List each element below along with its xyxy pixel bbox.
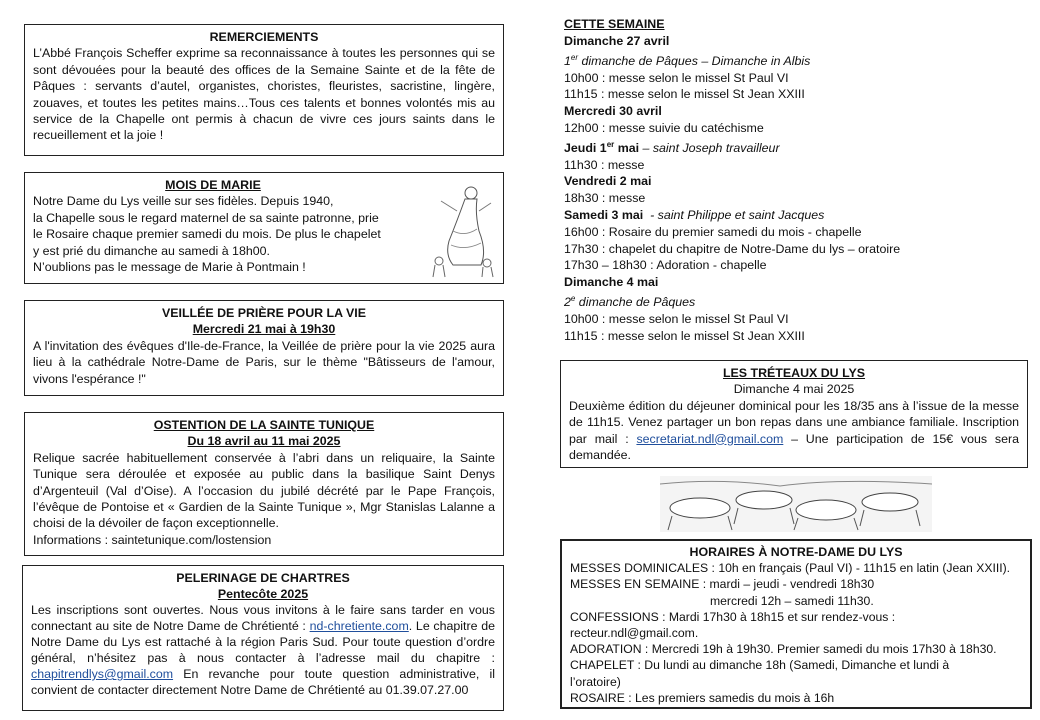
madonna-illustration — [427, 181, 497, 279]
semaine-title: CETTE SEMAINE — [564, 17, 665, 31]
horaires-line: MESSES DOMINICALES : 10h en français (Paul VI) - 11h15 en latin (Jean XXIII). — [570, 561, 1011, 576]
semaine-day-samedi — [564, 207, 1024, 224]
pelerinage-text — [31, 602, 495, 698]
liturgy-num: 2 — [564, 295, 571, 310]
semaine-entry: 10h00 : messe selon le missel St Paul VI — [564, 70, 789, 85]
semaine-entry: 16h00 : Rosaire du premier samedi du mois - chapelle — [564, 224, 862, 239]
mois-marie-line: la Chapelle sous le regard maternel de sa sainte patronne, prie — [33, 210, 379, 225]
horaires-line: mercredi 12h – samedi 11h30. — [710, 593, 874, 608]
mois-marie-box — [24, 172, 504, 284]
semaine-entry: 11h15 : messe selon le missel St Jean XXIII — [564, 87, 805, 102]
semaine-liturgy — [564, 50, 1024, 70]
pelerinage-box — [22, 565, 504, 711]
liturgy-sup: er — [570, 52, 579, 62]
horaires-title: HORAIRES À NOTRE-DAME DU LYS — [689, 545, 903, 559]
veillee-title: VEILLÉE DE PRIÈRE POUR LA VIE — [161, 306, 367, 320]
mois-marie-line: Notre Dame du Lys veille sur ses fidèles. Depuis 1940, — [33, 194, 334, 209]
pelerinage-text-c: En revanche pour toute question administrative, il convient de contacter directement Notre Dame de Chrétienté au 01.39.07.27.00 — [31, 667, 495, 697]
horaires-line: recteur.ndl@gmail.com. — [570, 626, 699, 641]
semaine-entry: 18h30 : messe — [564, 191, 646, 206]
semaine-day-jeudi — [564, 137, 1024, 157]
pelerinage-subtitle: Pentecôte 2025 — [217, 587, 309, 601]
ostention-box — [24, 412, 504, 556]
remerciements-text: L’Abbé François Scheffer exprime sa reconnaissance à toutes les personnes qui se sont dévouées pour la beauté des offices de la Semaine Sainte et de la fête de Pâques : servants d’autel, organistes, choristes, fleuristes, sacristine, lingère, zouaves, et toutes les petites mains…Tous ces talents et bonnes volontés mis au service de la Chapelle ont permis à chacun de vivre ces jours saints dans le recueillement et la joie ! — [33, 46, 495, 143]
day-feast: - saint Philippe et saint Jacques — [643, 208, 825, 223]
mois-marie-text — [33, 193, 389, 275]
semaine-entry: 12h00 : messe suivie du catéchisme — [564, 120, 764, 135]
ostention-text: Relique sacrée habituellement conservée à l’abri dans un reliquaire, la Sainte Tunique sera déroulée et exposée au public dans la basilique Saint Denys d’Argenteuil (Val d’Oise). A l’occasion du jubilé décrété par le Pape François, l’évêque de Pontoise et « Gardien de la Sainte Tunique », Mgr Stanislas Lalanne a choisi de la dévoiler de façon exceptionnelle. — [33, 450, 495, 531]
day-b: mai — [614, 140, 640, 155]
semaine-entry: 17h30 – 18h30 : Adoration - chapelle — [564, 258, 767, 273]
treteaux-text — [569, 398, 1019, 464]
semaine-entry: 10h00 : messe selon le missel St Paul VI — [564, 311, 789, 326]
remerciements-title: REMERCIEMENTS — [209, 30, 319, 44]
day-label: Samedi 3 mai — [564, 208, 644, 223]
treteaux-text-a: Deuxième édition du déjeuner dominical pour les 18/35 ans à l’issue de la messe de 11h15. Venez partager un bon repas dans une ambiance familiale. Inscription par mail : — [569, 398, 1019, 446]
ostention-title: OSTENTION DE LA SAINTE TUNIQUE — [153, 418, 375, 432]
semaine-entry: 17h30 : chapelet du chapitre de Notre-Dame du lys – oratoire — [564, 241, 901, 256]
ostention-dates: Du 18 avril au 11 mai 2025 — [187, 434, 341, 449]
remerciements-box — [24, 24, 504, 156]
horaires-line: ROSAIRE : Les premiers samedis du mois à 16h — [570, 690, 835, 705]
pelerinage-text-b: . Le chapitre de Notre Dame du Lys est rattaché à la région Paris Sud. Pour toute question d’ordre général, n’hésitez pas à nous contacter à l’adresse mail du chapitre : — [31, 619, 495, 665]
treteaux-box — [560, 360, 1028, 468]
veillee-box — [24, 300, 504, 396]
veillee-date: Mercredi 21 mai à 19h30 — [192, 322, 336, 337]
liturgy-rest: dimanche de Pâques — [575, 295, 696, 310]
pelerinage-title: PELERINAGE DE CHARTRES — [176, 571, 350, 585]
horaires-line: l’oratoire) — [570, 674, 621, 689]
horaires-line: MESSES EN SEMAINE : mardi – jeudi - vendredi 18h30 — [570, 577, 875, 592]
semaine-day: Vendredi 2 mai — [564, 174, 652, 189]
treteaux-title: LES TRÉTEAUX DU LYS — [722, 366, 866, 380]
secretariat-email-link[interactable]: secretariat.ndl@gmail.com — [636, 431, 784, 446]
semaine-entry: 11h15 : messe selon le missel St Jean XXIII — [564, 328, 805, 343]
mois-marie-title: MOIS DE MARIE — [165, 178, 261, 192]
mois-marie-line: N’oublions pas le message de Marie à Pontmain ! — [33, 260, 306, 275]
horaires-line: CHAPELET : Du lundi au dimanche 18h (Samedi, Dimanche et lundi à — [570, 658, 950, 673]
horaires-line: CONFESSIONS : Mardi 17h30 à 18h15 et sur rendez-vous : — [570, 609, 896, 624]
liturgy-rest: dimanche de Pâques – Dimanche in Albis — [578, 53, 811, 68]
mois-marie-line: le Rosaire chaque premier samedi du mois. De plus le chapelet — [33, 227, 381, 242]
treteaux-text-b: – Une participation de 15€ vous sera demandée. — [569, 431, 1019, 463]
day-a: Jeudi 1 — [564, 140, 607, 155]
mois-marie-line: y est prié du dimanche au samedi à 18h00. — [33, 243, 270, 258]
liturgy-num: 1 — [564, 53, 571, 68]
ostention-info: Informations : saintetunique.com/lostension — [33, 532, 272, 547]
semaine-day: Dimanche 27 avril — [564, 33, 670, 48]
cette-semaine-section — [564, 16, 1024, 345]
semaine-day: Dimanche 4 mai — [564, 275, 659, 290]
banquet-illustration — [660, 476, 932, 532]
horaires-box — [560, 539, 1032, 709]
veillee-text: A l'invitation des évêques d'Ile-de-France, la Veillée de prière pour la vie 2025 aura lieu à la cathédrale Notre-Dame de Paris, sur le thème "Bâtisseurs de l'amour, vivons l'espérance !" — [33, 338, 495, 386]
liturgy-sup: e — [570, 294, 576, 303]
chapitre-email-link[interactable]: chapitrendlys@gmail.com — [31, 667, 174, 681]
horaires-line: ADORATION : Mercredi 19h à 19h30. Premier samedi du mois 17h30 à 18h30. — [570, 642, 997, 657]
pelerinage-text-a: Les inscriptions sont ouvertes. Nous vous invitons à le faire sans tarder en vous connectant au site de Notre Dame de Chrétienté : — [31, 603, 495, 633]
semaine-day: Mercredi 30 avril — [564, 104, 662, 119]
day-sup: er — [606, 139, 615, 149]
semaine-liturgy — [564, 291, 1024, 311]
day-feast: – saint Joseph travailleur — [639, 140, 780, 155]
treteaux-date: Dimanche 4 mai 2025 — [733, 382, 855, 397]
nd-chretiente-link[interactable]: nd-chretiente.com — [309, 619, 409, 633]
semaine-entry: 11h30 : messe — [564, 157, 645, 172]
